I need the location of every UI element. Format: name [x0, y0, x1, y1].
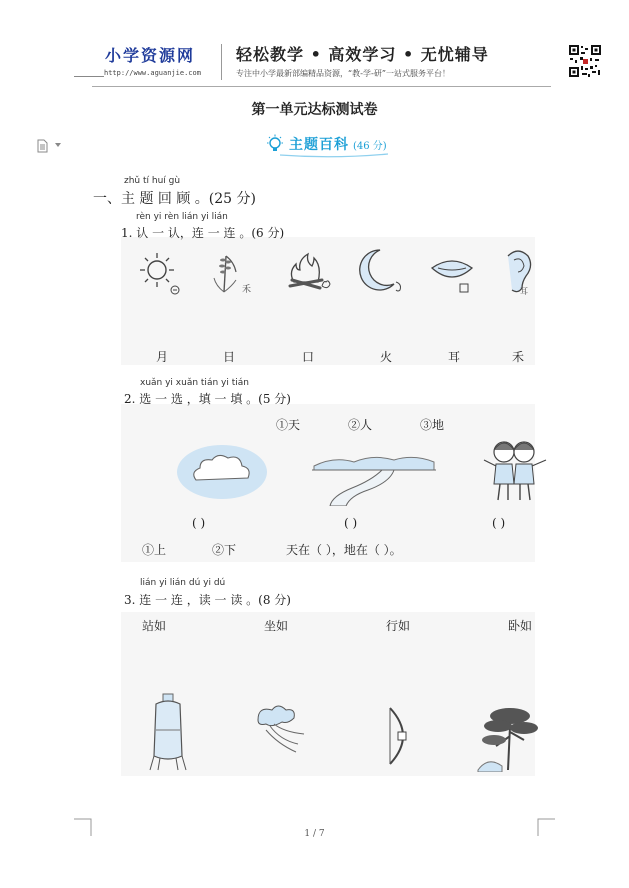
phrase: 行如 — [386, 619, 411, 633]
cloud-icon — [176, 444, 268, 500]
pinyin-line: lián yi lián dú yi dú — [140, 578, 226, 588]
header-rule — [92, 86, 551, 87]
question-text: 2. 选 一 选 ，填 一 填 。(5 分) — [124, 392, 291, 406]
char-label: 日 — [223, 350, 236, 364]
svg-text:禾: 禾 — [242, 285, 252, 295]
qr-code-icon — [568, 44, 602, 78]
option: ①上 — [142, 543, 167, 557]
phrase: 坐如 — [264, 619, 289, 633]
corner-mark — [74, 818, 92, 836]
section-score: (46 分) — [353, 140, 387, 152]
answer-blank[interactable]: ( ) — [492, 516, 506, 530]
question-text: 1. 认 一 认，连 一 连 。(6 分) — [121, 226, 285, 240]
road-icon — [312, 452, 436, 506]
ear-icon — [500, 248, 538, 296]
divider — [74, 76, 104, 77]
option: ①天 — [276, 418, 301, 432]
moon-icon — [356, 248, 406, 294]
wind-icon — [250, 700, 310, 760]
pinyin-line: zhǔ tí huí gù — [124, 176, 181, 186]
tagline: 专注中小学最新部编精品资源，“教-学-研”一站式服务平台！ — [236, 69, 451, 78]
section-underline — [280, 152, 388, 158]
bow-icon — [384, 706, 414, 766]
pinyin-line: xuǎn yi xuǎn tián yi tián — [140, 378, 249, 388]
char-label: 耳 — [448, 350, 461, 364]
phrase: 卧如 — [508, 619, 533, 633]
option: ③地 — [420, 418, 445, 432]
answer-blank[interactable]: ( ) — [192, 516, 206, 530]
pine-icon — [476, 706, 544, 772]
document-title: 第一单元达标测试卷 — [251, 102, 378, 118]
chevron-down-icon[interactable] — [55, 143, 61, 148]
option: ②人 — [348, 418, 373, 432]
char-label: 禾 — [512, 350, 525, 364]
option: ②下 — [212, 543, 237, 557]
sun-icon — [138, 250, 182, 296]
lightbulb-icon — [265, 134, 285, 154]
char-label: 月 — [156, 350, 169, 364]
char-label: 火 — [380, 350, 393, 364]
bell-icon — [146, 692, 190, 772]
brand-url: http://www.aguanjie.com — [104, 69, 201, 77]
phrase: 站如 — [142, 619, 167, 633]
pinyin-line: rèn yi rèn lián yi lián — [136, 212, 228, 222]
fire-icon — [284, 248, 332, 294]
page-number: 1 / 7 — [304, 829, 325, 839]
corner-mark — [537, 818, 555, 836]
svg-text:耳: 耳 — [520, 287, 528, 296]
slogan: 轻松教学 • 高效学习 • 无忧辅导 — [236, 45, 489, 64]
question-text: 3. 连 一 连 ，读 一 读 。(8 分) — [124, 593, 291, 607]
brand-name: 小学资源网 — [105, 46, 196, 65]
divider — [221, 44, 222, 80]
part-heading: 一、主 题 回 顾 。(25 分) — [93, 191, 256, 207]
fill-sentence[interactable]: 天在（ ），地在（ ）。 — [286, 543, 402, 557]
section-title: 主题百科 — [289, 137, 349, 153]
grain-icon — [208, 248, 252, 296]
answer-blank[interactable]: ( ) — [344, 516, 358, 530]
document-icon[interactable] — [36, 139, 50, 153]
mouth-icon — [428, 252, 478, 296]
children-icon — [482, 436, 548, 506]
char-label: 口 — [302, 350, 315, 364]
